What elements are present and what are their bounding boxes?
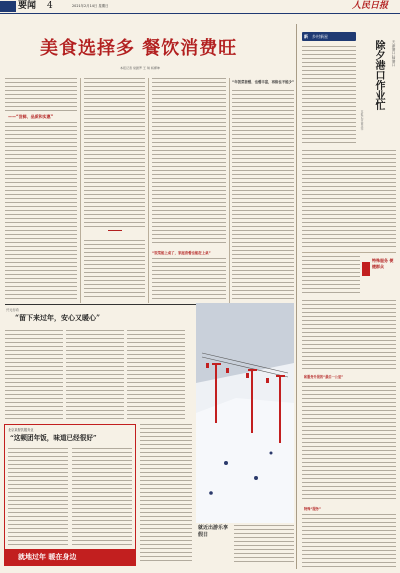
- photo-caption: 就近出游乐享假日: [198, 525, 229, 538]
- article-text-block: [140, 424, 192, 564]
- column-rule: [229, 78, 230, 303]
- article-text-block: [302, 382, 396, 502]
- article-text-block: [127, 330, 185, 420]
- main-headline: 美食选择多 餐饮消费旺: [40, 38, 238, 59]
- box-kicker: 北京某餐饮服务业: [8, 428, 34, 432]
- ski-slope-illustration: [196, 303, 294, 523]
- tagline-subhead: “年饭菜套餐、也餐丰富，再掐也不能少”: [232, 80, 295, 84]
- lower-headline: “留下来过年，安心又暖心”: [15, 313, 101, 322]
- masthead: [0, 0, 400, 14]
- article-text-block: [302, 46, 356, 146]
- right-county: 天津港口 陆港口: [392, 40, 396, 67]
- article-text-block: [5, 78, 77, 112]
- article-text-block: [84, 78, 145, 228]
- section-badge: [0, 1, 16, 12]
- right-header-tag: 新: [304, 34, 308, 39]
- caption-text-block: [234, 525, 294, 565]
- right-vertical-headline: 除夕港口作业忙: [373, 40, 384, 110]
- right-header-banner: [302, 32, 356, 41]
- section-label: 要闻: [18, 1, 37, 11]
- right-feature-title: 特殊服务 便捷群众: [372, 258, 394, 269]
- rule-subhead: 兴元行动: [6, 308, 19, 312]
- article-text-block: [5, 330, 63, 420]
- right-feature-badge: [362, 262, 370, 276]
- subhead-hotpot: ——“尝鲜、品质和实惠”: [8, 114, 54, 119]
- ski-photo: [196, 303, 294, 523]
- issue-date: 2021年2月14日 星期日: [72, 4, 109, 8]
- article-text-block: [5, 122, 77, 300]
- article-text-block: [302, 300, 396, 370]
- article-text-block: [302, 514, 396, 568]
- column-rule: [296, 24, 297, 569]
- article-text-block: [72, 448, 132, 548]
- masthead-rule: [0, 13, 400, 14]
- right-byline: 本报记者 谢庆华: [360, 110, 364, 131]
- box-headline: “这顿团年饭，味道已经很好”: [10, 434, 97, 442]
- article-text-block: [302, 256, 360, 296]
- article-text-block: [152, 258, 226, 300]
- article-text-block: [84, 240, 145, 300]
- column-rule: [148, 78, 149, 303]
- article-text-block: [232, 90, 294, 302]
- article-text-block: [66, 330, 124, 420]
- article-text-block: [152, 78, 226, 246]
- right-header-text: 乡村新星: [312, 34, 328, 39]
- headline-byline: 本报记者 常碧罗 王 琪 杨柳坤: [120, 66, 160, 70]
- page-number: 4: [47, 1, 53, 11]
- newspaper-logo: 人民日报: [352, 1, 389, 11]
- quote-subhead: “饭菜能上桌了，家庭套餐也能赶上桌”: [152, 251, 211, 255]
- column-rule: [80, 78, 81, 303]
- article-text-block: [302, 150, 396, 248]
- dish-icon: [108, 230, 122, 236]
- section-rule: [302, 252, 396, 253]
- box-banner: 就地过年 暖在身边: [18, 552, 77, 561]
- right-mid-subhead: 和服务升级的“最后一公里”: [304, 375, 344, 379]
- right-box-subhead: 特殊“服务”: [304, 507, 321, 511]
- article-text-block: [8, 448, 68, 548]
